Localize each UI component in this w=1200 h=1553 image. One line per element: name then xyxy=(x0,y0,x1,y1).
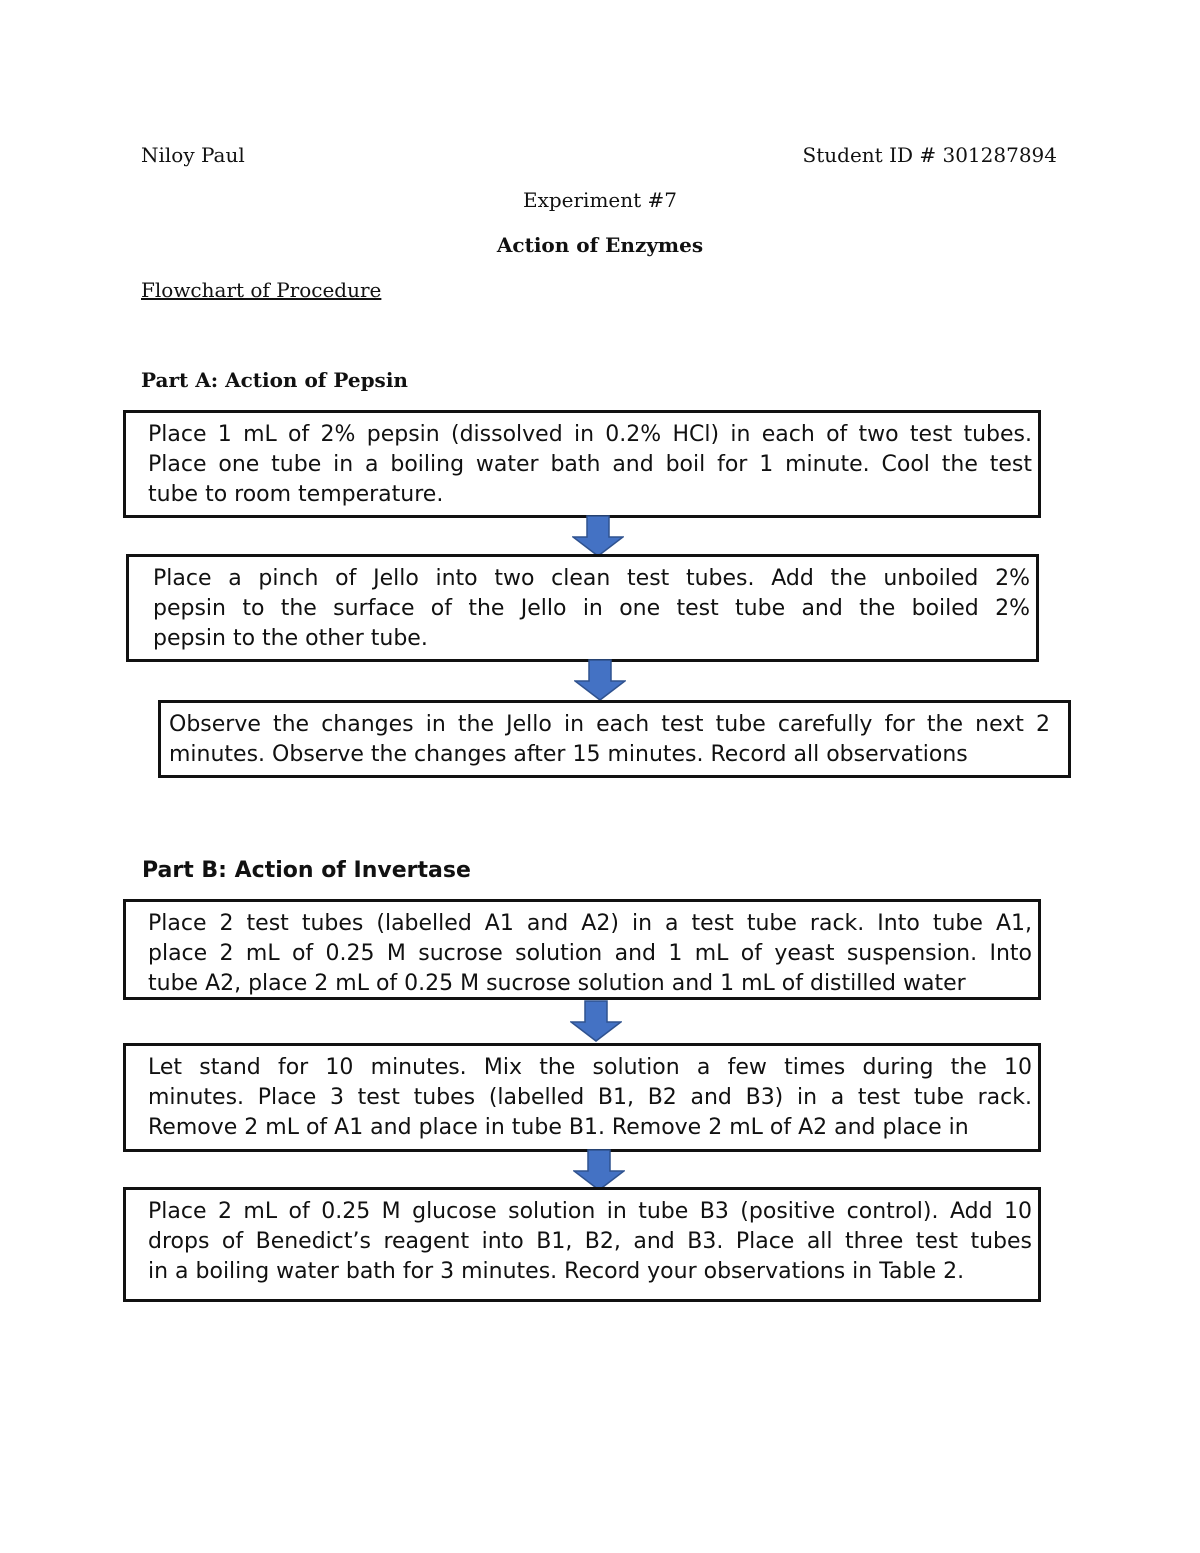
step-line: minutes. Observe the changes after 15 minutes. Record all observations xyxy=(169,742,968,767)
step-line: place 2 mL of 0.25 M sucrose solution and 1 mL of yeast suspension. Into xyxy=(148,941,1032,966)
page-title: Action of Enzymes xyxy=(496,233,704,257)
student-name: Niloy Paul xyxy=(141,143,245,167)
step-line: pepsin to the other tube. xyxy=(153,626,428,651)
step-line: Place one tube in a boiling water bath and boil for 1 minute. Cool the test xyxy=(148,452,1032,477)
step-line: minutes. Place 3 test tubes (labelled B1, B2 and B3) in a test tube rack. xyxy=(148,1085,1032,1110)
step-line: Let stand for 10 minutes. Mix the solution a few times during the 10 xyxy=(148,1055,1032,1080)
experiment-number: Experiment #7 xyxy=(522,188,678,212)
step-line: Place 2 test tubes (labelled A1 and A2) in a test tube rack. Into tube A1, xyxy=(148,911,1032,936)
step-line: tube A2, place 2 mL of 0.25 M sucrose solution and 1 mL of distilled water xyxy=(148,971,966,996)
student-id: Student ID # 301287894 xyxy=(802,143,1057,167)
flow-step-a1 xyxy=(123,410,1041,518)
step-line: Place 2 mL of 0.25 M glucose solution in tube B3 (positive control). Add 10 xyxy=(148,1199,1032,1224)
step-line: Remove 2 mL of A1 and place in tube B1. Remove 2 mL of A2 and place in xyxy=(148,1115,969,1140)
flow-step-b3 xyxy=(123,1187,1041,1302)
step-line: Place 1 mL of 2% pepsin (dissolved in 0.2% HCl) in each of two test tubes. xyxy=(148,422,1032,447)
step-line: Place a pinch of Jello into two clean test tubes. Add the unboiled 2% xyxy=(153,566,1030,591)
part-b-heading: Part B: Action of Invertase xyxy=(142,858,471,883)
section-heading: Flowchart of Procedure xyxy=(141,278,382,302)
step-line: tube to room temperature. xyxy=(148,482,444,507)
down-arrow-icon xyxy=(574,659,626,701)
step-line: in a boiling water bath for 3 minutes. Record your observations in Table 2. xyxy=(148,1259,965,1284)
step-line: pepsin to the surface of the Jello in one test tube and the boiled 2% xyxy=(153,596,1030,621)
flow-step-b2 xyxy=(123,1043,1041,1152)
step-line: Observe the changes in the Jello in each test tube carefully for the next 2 xyxy=(169,712,1050,737)
part-a-heading: Part A: Action of Pepsin xyxy=(141,368,408,392)
down-arrow-icon xyxy=(570,1000,622,1042)
down-arrow-icon xyxy=(572,515,624,557)
flow-step-b1 xyxy=(123,899,1041,1000)
flow-step-a3 xyxy=(158,700,1071,778)
step-line: drops of Benedict’s reagent into B1, B2, and B3. Place all three test tubes xyxy=(148,1229,1032,1254)
down-arrow-icon xyxy=(573,1149,625,1191)
flow-step-a2 xyxy=(126,554,1039,662)
